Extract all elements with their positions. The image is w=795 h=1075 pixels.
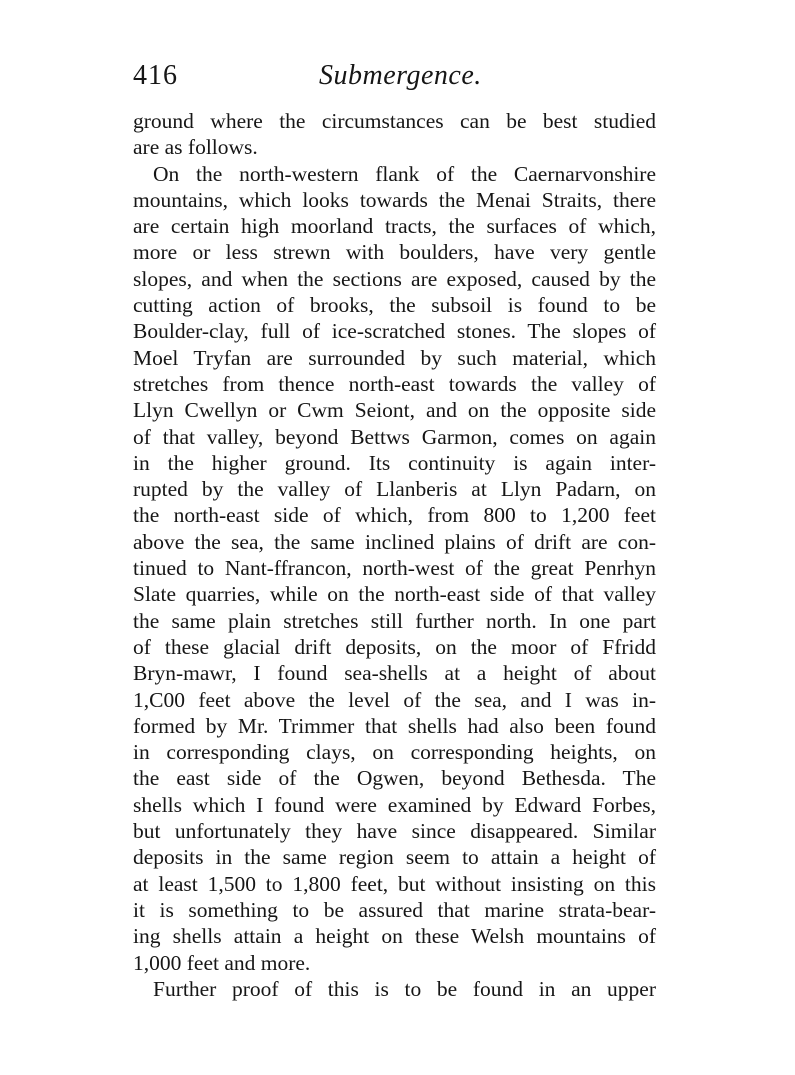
text-line: Bryn-mawr, I found sea-shells at a height of about <box>133 661 656 686</box>
text-line: cutting action of brooks, the subsoil is found to be <box>133 293 656 318</box>
text-line: ing shells attain a height on these Welsh mountains of <box>133 924 656 949</box>
text-line: rupted by the valley of Llanberis at Llyn Padarn, on <box>133 477 656 502</box>
text-line: Slate quarries, while on the north-east side of that valley <box>133 582 656 607</box>
text-line: it is something to be assured that marine strata-bear- <box>133 897 656 922</box>
text-line: formed by Mr. Trimmer that shells had also been found <box>133 713 656 738</box>
text-line: at least 1,500 to 1,800 feet, but without insisting on this <box>133 871 656 896</box>
text-line: the north-east side of which, from 800 to 1,200 feet <box>133 503 656 528</box>
text-line: On the north-western flank of the Caernarvonshire <box>153 161 656 186</box>
text-line: shells which I found were examined by Edward Forbes, <box>133 792 656 817</box>
text-line: 1,C00 feet above the level of the sea, and I was in- <box>133 687 656 712</box>
body-text <box>133 108 656 1002</box>
page-number: 416 <box>133 60 178 91</box>
text-line: in the higher ground. Its continuity is again inter- <box>133 450 656 475</box>
running-head <box>133 56 656 96</box>
text-line: are certain high moorland tracts, the surfaces of which, <box>133 214 656 239</box>
text-line: Moel Tryfan are surrounded by such material, which <box>133 345 656 370</box>
running-title: Submergence. <box>319 60 482 91</box>
text-line: more or less strewn with boulders, have very gentle <box>133 240 656 265</box>
text-line: but unfortunately they have since disappeared. Similar <box>133 819 656 844</box>
text-line: stretches from thence north-east towards the valley of <box>133 371 656 396</box>
text-line: tinued to Nant-ffrancon, north-west of the great Penrhyn <box>133 556 656 581</box>
text-line: ground where the circumstances can be best studied <box>133 109 656 133</box>
text-line: Boulder-clay, full of ice-scratched stones. The slopes of <box>133 319 656 344</box>
text-line: the east side of the Ogwen, beyond Bethesda. The <box>133 766 656 791</box>
text-line: deposits in the same region seem to attain a height of <box>133 845 656 870</box>
text-line: above the sea, the same inclined plains of drift are con- <box>133 529 656 554</box>
text-line: 1,000 feet and more. <box>133 950 311 975</box>
text-line: mountains, which looks towards the Menai Straits, there <box>133 187 656 212</box>
text-line: are as follows. <box>133 135 258 160</box>
text-line: Further proof of this is to be found in an upper <box>153 976 656 1001</box>
text-line: the same plain stretches still further north. In one part <box>133 608 656 633</box>
text-line: slopes, and when the sections are exposed, caused by the <box>133 266 656 291</box>
text-line: of that valley, beyond Bettws Garmon, comes on again <box>133 424 656 449</box>
text-line: of these glacial drift deposits, on the moor of Ffridd <box>133 634 656 659</box>
text-line: Llyn Cwellyn or Cwm Seiont, and on the opposite side <box>133 398 656 423</box>
text-line: in corresponding clays, on corresponding heights, on <box>133 740 656 765</box>
